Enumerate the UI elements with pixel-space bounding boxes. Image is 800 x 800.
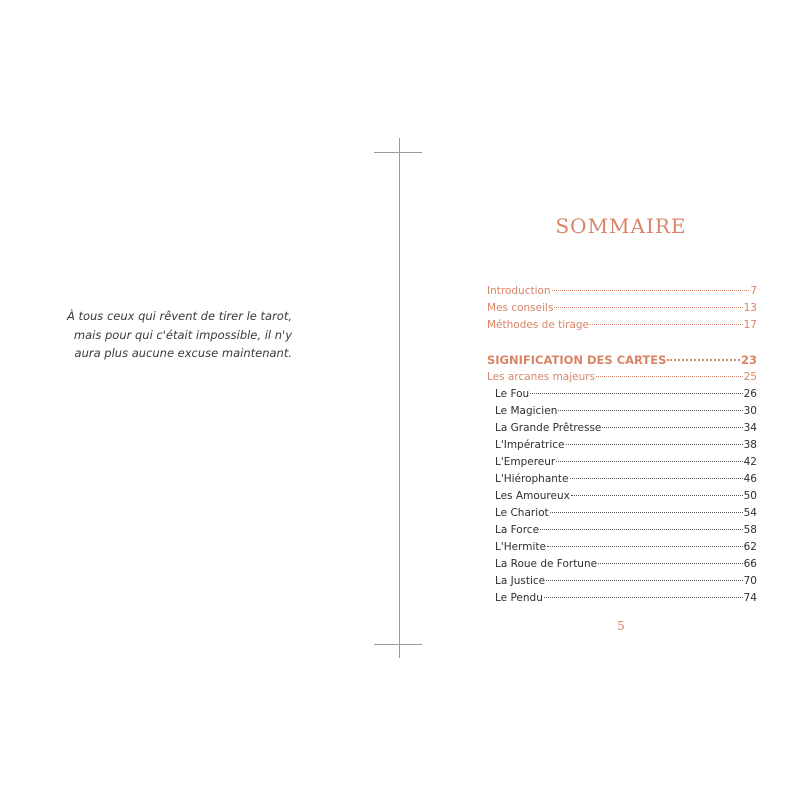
dot-leader — [566, 444, 743, 445]
crop-marks — [374, 138, 422, 658]
toc-entry-label: Méthodes de tirage — [487, 319, 590, 331]
toc-card-entry[interactable] — [487, 592, 757, 609]
dot-leader — [667, 359, 740, 361]
toc-entry-page: 66 — [743, 558, 757, 570]
toc-entry-label: La Force — [495, 524, 540, 536]
dedication-line: aura plus aucune excuse maintenant. — [74, 346, 292, 360]
dot-leader — [556, 461, 742, 462]
dot-leader — [544, 597, 743, 598]
toc-entry-label: La Roue de Fortune — [495, 558, 598, 570]
toc-entry-page: 46 — [743, 473, 757, 485]
toc-entry[interactable] — [487, 302, 757, 319]
dot-leader — [558, 410, 742, 411]
dedication-line: À tous ceux qui rêvent de tirer le tarot, — [66, 309, 292, 323]
toc-section-label: SIGNIFICATION DES CARTES — [487, 353, 667, 367]
toc-section-heading[interactable] — [487, 353, 757, 371]
toc-group-page: 25 — [743, 371, 757, 383]
toc-entry-page: 17 — [743, 319, 757, 331]
page-number: 5 — [617, 619, 625, 633]
toc-card-entry[interactable] — [487, 524, 757, 541]
dot-leader — [552, 290, 750, 291]
toc-entry-page: 54 — [743, 507, 757, 519]
toc-entry[interactable] — [487, 319, 757, 336]
dedication-text — [60, 307, 292, 363]
toc-entry-page: 58 — [743, 524, 757, 536]
dot-leader — [547, 546, 743, 547]
toc-title: SOMMAIRE — [555, 214, 687, 238]
spine-line — [399, 138, 400, 658]
toc-entry-page: 70 — [743, 575, 757, 587]
toc-entry-page: 62 — [743, 541, 757, 553]
toc-entry-page: 13 — [743, 302, 757, 314]
toc-group-label: Les arcanes majeurs — [487, 371, 596, 383]
toc-entry-label: La Justice — [495, 575, 546, 587]
dot-leader — [596, 376, 743, 377]
toc-entry-page: 74 — [743, 592, 757, 604]
toc-card-entry[interactable] — [487, 405, 757, 422]
toc-entry-label: Le Magicien — [495, 405, 558, 417]
toc-entry-page: 26 — [743, 388, 757, 400]
toc-card-entry[interactable] — [487, 422, 757, 439]
toc-card-entry[interactable] — [487, 388, 757, 405]
toc-entry-label: Introduction — [487, 285, 551, 297]
toc-card-entry[interactable] — [487, 456, 757, 473]
crop-mark-bottom — [374, 644, 422, 645]
toc-entry-label: La Grande Prêtresse — [495, 422, 602, 434]
dot-leader — [554, 307, 742, 308]
toc-card-entry[interactable] — [487, 473, 757, 490]
toc-entry-label: Mes conseils — [487, 302, 554, 314]
dot-leader — [571, 495, 743, 496]
toc-entry-label: L'Hermite — [495, 541, 546, 553]
dot-leader — [530, 393, 742, 394]
toc-card-entry[interactable] — [487, 439, 757, 456]
toc-card-entry[interactable] — [487, 541, 757, 558]
toc-entry-label: Le Chariot — [495, 507, 549, 519]
toc-entry-label: Le Fou — [495, 388, 530, 400]
toc-group-heading[interactable] — [487, 371, 757, 388]
toc-section-page: 23 — [740, 353, 757, 367]
table-of-contents — [487, 285, 757, 609]
toc-entry-label: L'Impératrice — [495, 439, 565, 451]
toc-entry-page: 50 — [743, 490, 757, 502]
toc-card-entry[interactable] — [487, 575, 757, 592]
toc-entry-label: Les Amoureux — [495, 490, 570, 502]
crop-mark-top — [374, 152, 422, 153]
dot-leader — [570, 478, 743, 479]
toc-card-entry[interactable] — [487, 507, 757, 524]
dot-leader — [598, 563, 743, 564]
toc-entry-label: L'Hiérophante — [495, 473, 569, 485]
toc-entry-label: Le Pendu — [495, 592, 543, 604]
toc-entry-page: 7 — [750, 285, 757, 297]
dot-leader — [590, 324, 743, 325]
toc-entry[interactable] — [487, 285, 757, 302]
toc-card-entry[interactable] — [487, 490, 757, 507]
dot-leader — [546, 580, 743, 581]
dot-leader — [550, 512, 743, 513]
dot-leader — [540, 529, 743, 530]
toc-entry-page: 42 — [743, 456, 757, 468]
toc-entry-page: 34 — [743, 422, 757, 434]
dot-leader — [602, 427, 742, 428]
toc-entry-page: 30 — [743, 405, 757, 417]
toc-entry-page: 38 — [743, 439, 757, 451]
toc-card-entry[interactable] — [487, 558, 757, 575]
toc-entry-label: L'Empereur — [495, 456, 556, 468]
dedication-line: mais pour qui c'était impossible, il n'y — [73, 327, 292, 342]
